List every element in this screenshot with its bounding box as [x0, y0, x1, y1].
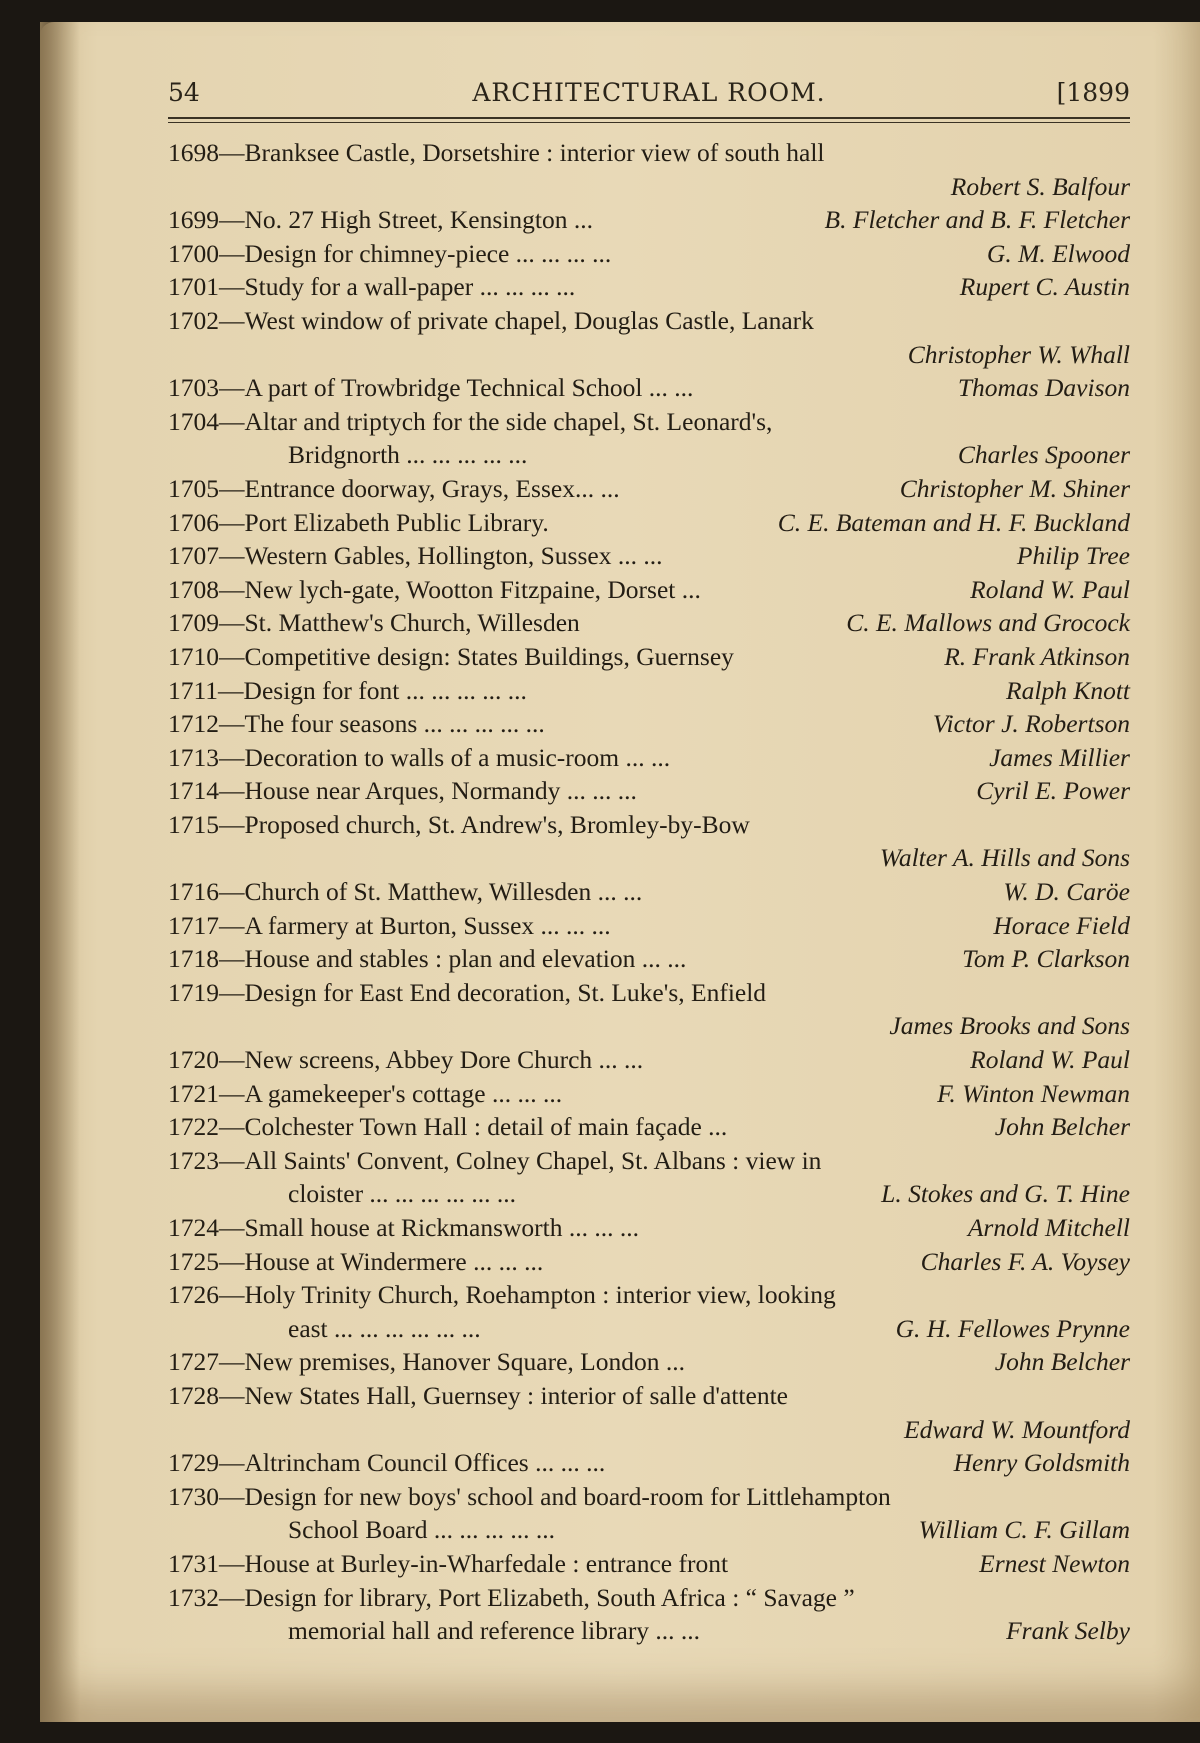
entry-row [168, 304, 1130, 338]
entry-author: William C. F. Gillam [918, 1515, 1130, 1545]
entry-title: 1718—House and stables : plan and elevation ... ... [168, 944, 687, 974]
entry-title: 1701—Study for a wall-paper ... ... ... ... [168, 272, 576, 302]
entry-author: Ralph Knott [1006, 675, 1130, 705]
entry-row [168, 1446, 1130, 1480]
entry-author: C. E. Mallows and Grocock [846, 608, 1130, 638]
entry-author: G. H. Fellowes Prynne [895, 1313, 1130, 1343]
entry-author: Walter A. Hills and Sons [879, 843, 1130, 873]
entry-author: Tom P. Clarkson [962, 944, 1130, 974]
entry-title: 1709—St. Matthew's Church, Willesden [168, 608, 580, 638]
entry-title: 1717—A farmery at Burton, Sussex ... ... ... [168, 910, 611, 940]
entry-row [168, 1547, 1130, 1581]
entry-row [168, 606, 1130, 640]
entry-author: L. Stokes and G. T. Hine [881, 1179, 1130, 1209]
entry-title: 1711—Design for font ... ... ... ... ... [168, 675, 527, 705]
entry-title: 1712—The four seasons ... ... ... ... ... [168, 709, 545, 739]
entry-title: 1698—Branksee Castle, Dorsetshire : interior view of south hall [168, 138, 825, 167]
entry-author: Philip Tree [1016, 541, 1130, 571]
entry-row [168, 573, 1130, 607]
entry-author: C. E. Bateman and H. F. Buckland [777, 507, 1130, 537]
entry-title: 1707—Western Gables, Hollington, Sussex ... ... [168, 541, 663, 571]
entry-row [168, 270, 1130, 304]
entry-title: 1725—House at Windermere ... ... ... [168, 1246, 544, 1276]
entry-title: 1703—A part of Trowbridge Technical School ... ... [168, 373, 694, 403]
entry-author: Horace Field [993, 910, 1130, 940]
entry-row [168, 1278, 1130, 1312]
entry-title: 1704—Altar and triptych for the side chapel, St. Leonard's, [168, 406, 773, 436]
entry-title: 1731—House at Burley-in-Wharfedale : entrance front [168, 1548, 729, 1578]
page-title: ARCHITECTURAL ROOM. [472, 78, 826, 107]
entry-author: Henry Goldsmith [953, 1448, 1130, 1478]
header-rule-top [168, 117, 1130, 119]
entry-row [168, 1245, 1130, 1279]
entry-row [168, 1110, 1130, 1144]
entry-title: 1724—Small house at Rickmansworth ... ... ... [168, 1213, 640, 1242]
entry-title: 1723—All Saints' Convent, Colney Chapel, St. Albans : view in [168, 1145, 822, 1175]
entry-author: W. D. Caröe [1003, 877, 1130, 907]
entry-author: Rupert C. Austin [959, 272, 1130, 302]
entry-author: Christopher M. Shiner [899, 473, 1130, 503]
entry-author: Charles Spooner [957, 440, 1130, 470]
entry-row [168, 338, 1130, 372]
entry-title: 1714—House near Arques, Normandy ... ... ... [168, 776, 637, 806]
entry-author: John Belcher [994, 1347, 1130, 1377]
entry-title: memorial hall and reference library ... ... [288, 1616, 701, 1646]
entry-row [168, 1614, 1130, 1648]
entry-author: Cyril E. Power [976, 776, 1130, 806]
catalogue-entries [168, 136, 1130, 1648]
entry-row [168, 1379, 1130, 1413]
entry-author: Roland W. Paul [970, 574, 1130, 604]
header-rule-bottom [168, 122, 1130, 123]
entry-author: Victor J. Robertson [932, 709, 1130, 739]
entry-author: Edward W. Mountford [904, 1414, 1130, 1444]
entry-row [168, 942, 1130, 976]
entry-row [168, 1043, 1130, 1077]
entry-title: 1729—Altrincham Council Offices ... ... ... [168, 1448, 606, 1478]
entry-row [168, 640, 1130, 674]
entry-title: 1732—Design for library, Port Elizabeth, South Africa : “ Savage ” [168, 1582, 855, 1612]
entry-title: cloister ... ... ... ... ... ... [288, 1179, 517, 1209]
entry-title: 1700—Design for chimney-piece ... ... ... ... [168, 238, 612, 268]
entry-author: John Belcher [994, 1112, 1130, 1142]
entry-row [168, 741, 1130, 775]
entry-title: 1713—Decoration to walls of a music-room ... ... [168, 742, 671, 772]
entry-row [168, 707, 1130, 741]
entry-title: 1728—New States Hall, Guernsey : interior of salle d'attente [168, 1380, 788, 1410]
entry-row [168, 1345, 1130, 1379]
entry-title: 1710—Competitive design: States Buildings, Guernsey [168, 641, 734, 671]
entry-row [168, 774, 1130, 808]
entry-row [168, 808, 1130, 842]
entry-author: R. Frank Atkinson [944, 641, 1130, 671]
entry-row [168, 1513, 1130, 1547]
entry-row [168, 841, 1130, 875]
entry-title: east ... ... ... ... ... ... [288, 1313, 481, 1343]
entry-row [168, 909, 1130, 943]
entry-row [168, 170, 1130, 204]
entry-title: 1715—Proposed church, St. Andrew's, Bromley-by-Bow [168, 809, 750, 839]
entry-author: Christopher W. Whall [907, 339, 1130, 369]
entry-title: 1705—Entrance doorway, Grays, Essex... ... [168, 473, 620, 503]
entry-row [168, 539, 1130, 573]
entry-author: G. M. Elwood [986, 238, 1130, 268]
entry-title: 1702—West window of private chapel, Douglas Castle, Lanark [168, 305, 814, 335]
page-number: 54 [168, 78, 200, 107]
entry-title: 1708—New lych-gate, Wootton Fitzpaine, Dorset ... [168, 574, 701, 604]
entry-row [168, 1211, 1130, 1245]
entry-author: Robert S. Balfour [950, 171, 1130, 201]
entry-author: Thomas Davison [957, 373, 1130, 403]
entry-author: F. Winton Newman [937, 1078, 1130, 1108]
entry-row [168, 976, 1130, 1010]
page-header [168, 74, 1130, 114]
entry-author: B. Fletcher and B. F. Fletcher [824, 205, 1130, 235]
entry-row [168, 1312, 1130, 1346]
entry-title: 1706—Port Elizabeth Public Library. [168, 507, 549, 537]
entry-row [168, 1480, 1130, 1514]
page-year: [1899 [1056, 78, 1130, 107]
entry-row [168, 472, 1130, 506]
entry-row [168, 875, 1130, 909]
entry-row [168, 1009, 1130, 1043]
entry-row [168, 1581, 1130, 1615]
entry-title: 1727—New premises, Hanover Square, London ... [168, 1347, 685, 1377]
entry-title: School Board ... ... ... ... ... [288, 1515, 556, 1545]
entry-author: Roland W. Paul [970, 1045, 1130, 1075]
entry-author: Charles F. A. Voysey [920, 1246, 1130, 1276]
entry-row [168, 506, 1130, 540]
entry-row [168, 1077, 1130, 1111]
entry-author: Frank Selby [1006, 1616, 1130, 1646]
entry-author: James Brooks and Sons [889, 1011, 1130, 1041]
entry-author: James Millier [989, 742, 1130, 772]
entry-row [168, 1413, 1130, 1447]
entry-title: 1699—No. 27 High Street, Kensington ... [168, 205, 593, 235]
entry-row [168, 405, 1130, 439]
entry-title: Bridgnorth ... ... ... ... ... [288, 440, 528, 470]
entry-row [168, 1144, 1130, 1178]
page-spine-shadow [40, 22, 80, 1722]
entry-row [168, 1177, 1130, 1211]
entry-row [168, 371, 1130, 405]
entry-title: 1721—A gamekeeper's cottage ... ... ... [168, 1078, 563, 1108]
entry-title: 1719—Design for East End decoration, St. Luke's, Enfield [168, 977, 767, 1007]
entry-title: 1722—Colchester Town Hall : detail of main façade ... [168, 1112, 728, 1142]
entry-title: 1720—New screens, Abbey Dore Church ... ... [168, 1045, 644, 1075]
entry-title: 1730—Design for new boys' school and board-room for Littlehampton [168, 1481, 891, 1511]
entry-row [168, 136, 1130, 170]
entry-title: 1726—Holy Trinity Church, Roehampton : interior view, looking [168, 1280, 836, 1310]
entry-author: Ernest Newton [979, 1548, 1130, 1578]
entry-title: 1716—Church of St. Matthew, Willesden ... ... [168, 877, 643, 907]
entry-row [168, 674, 1130, 708]
entry-author: Arnold Mitchell [967, 1213, 1130, 1242]
entry-row [168, 237, 1130, 271]
entry-row [168, 438, 1130, 472]
entry-row [168, 203, 1130, 237]
